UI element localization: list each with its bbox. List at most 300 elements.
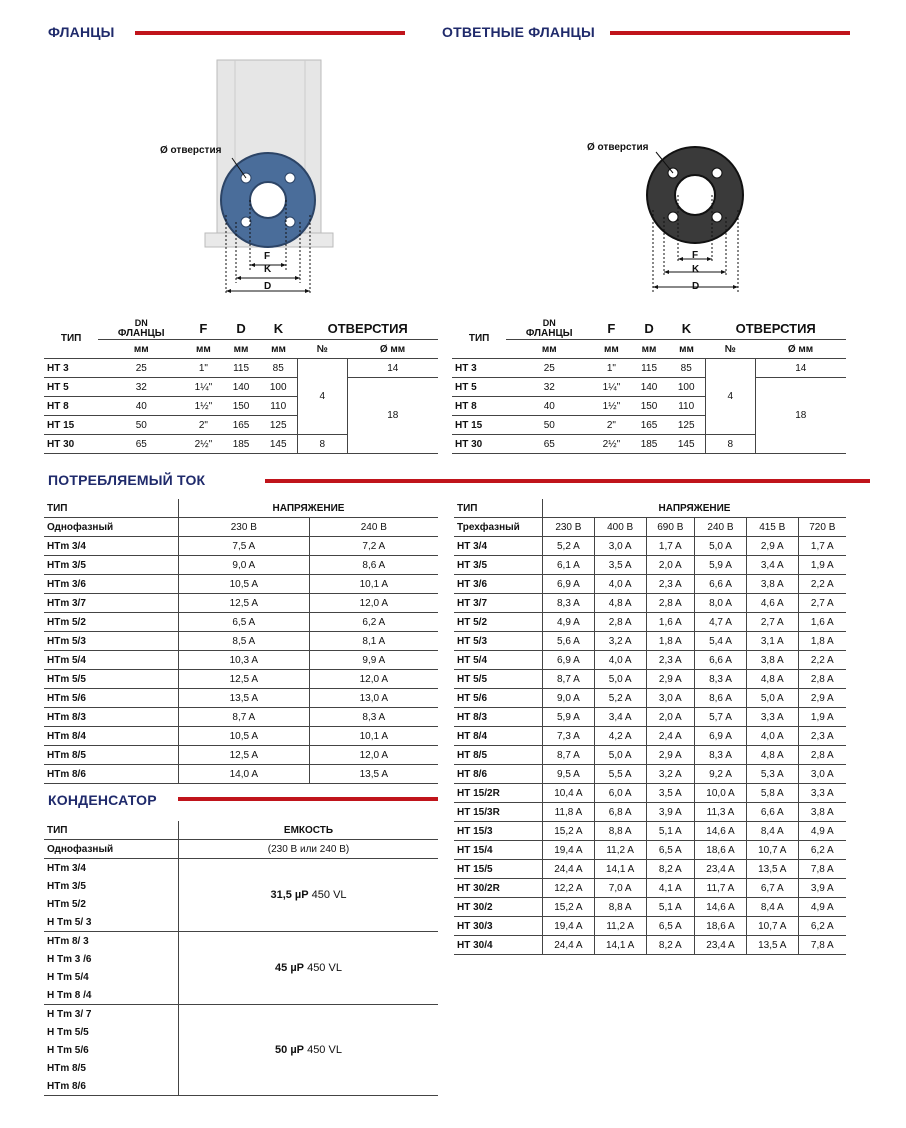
flange-d: 115 [223,359,260,378]
header-dn [98,318,184,340]
current-value: 4,8 A [746,746,798,765]
current-type: HT 5/3 [454,632,543,651]
current-value: 1,9 A [798,556,846,575]
current-value: 14,6 A [695,822,747,841]
current-value: 2,9 A [646,670,695,689]
current-value: 14,1 A [594,860,646,879]
current-value: 9,5 A [543,765,595,784]
current-value: 6,1 A [543,556,595,575]
current-value: 6,9 A [543,651,595,670]
header-no: № [705,340,755,359]
current-value: 8,4 A [746,898,798,917]
current-value: 9,9 A [309,651,438,670]
flange-f: 1" [592,359,630,378]
current-row [454,841,846,860]
current-type: HT 8/5 [454,746,543,765]
header-voltage: НАПРЯЖЕНИЕ [179,499,439,518]
header-type: ТИП [452,318,506,359]
flange-f: 2" [184,416,222,435]
current-value: 13,0 A [309,689,438,708]
current-value: 6,2 A [798,917,846,936]
current-value: 8,3 A [543,594,595,613]
current-value: 10,0 A [695,784,747,803]
current-value: 3,3 A [798,784,846,803]
flange-f: 2½" [592,435,630,454]
capacitor-voltage: 450 VL [304,962,342,974]
hole-label-2: Ø отверстия [587,142,649,153]
current-value: 5,0 A [746,689,798,708]
current-value: 2,8 A [646,594,695,613]
current-type: HT 3/4 [454,537,543,556]
current-type: HT 8/4 [454,727,543,746]
current-value: 2,2 A [798,575,846,594]
current-value: 6,7 A [746,879,798,898]
flange-f: 2½" [184,435,222,454]
current-value: 4,8 A [594,594,646,613]
flange-k: 100 [260,378,298,397]
flange-row [44,359,438,378]
header-d: D [223,318,260,340]
current-value: 12,0 A [309,670,438,689]
current-type: HTm 8/6 [44,765,179,784]
current-row [44,575,438,594]
capacitor-value [179,932,439,1005]
hole-diameter: 14 [347,359,438,378]
flange-k: 100 [668,378,706,397]
current-value: 3,4 A [594,708,646,727]
current-value: 18,6 A [695,917,747,936]
header-no: № [297,340,347,359]
current-value: 11,7 A [695,879,747,898]
flange-k: 110 [668,397,706,416]
capacitor-type: HTm 8/6 [44,1077,179,1096]
current-row [44,727,438,746]
current-value: 4,9 A [798,898,846,917]
current-value: 18,6 A [695,841,747,860]
counter-flanges-title-bar [610,31,850,35]
capacitor-title-bar [178,797,438,801]
current-type: HT 5/2 [454,613,543,632]
current-value: 3,2 A [594,632,646,651]
current-value: 5,0 A [594,670,646,689]
counter-flange-drawing [600,130,760,300]
current-row [454,879,846,898]
current-value: 10,1 A [309,727,438,746]
current-type: HT 30/2R [454,879,543,898]
header-holes: ОТВЕРСТИЯ [705,318,846,340]
current-value: 6,8 A [594,803,646,822]
current-value: 15,2 A [543,822,595,841]
current-value: 13,5 A [179,689,310,708]
current-row [454,613,846,632]
flange-k: 85 [668,359,706,378]
current-value: 3,1 A [746,632,798,651]
current-row [454,575,846,594]
flange-row [452,359,846,378]
current-row [454,689,846,708]
flange-row [44,378,438,397]
current-value: 4,9 A [798,822,846,841]
current-value: 7,2 A [309,537,438,556]
flange-k: 110 [260,397,298,416]
current-value: 12,5 A [179,594,310,613]
flange-type: HT 30 [452,435,506,454]
flange-table [44,318,438,454]
flange-f: 1½" [184,397,222,416]
current-row [44,537,438,556]
table-header-row [454,499,846,518]
header-note: (230 В или 240 В) [179,840,439,859]
current-row [454,822,846,841]
header-mm: мм [98,340,184,359]
hole-diameter: 18 [755,378,846,454]
header-dn [506,318,592,340]
flange-row [452,378,846,397]
current-value: 8,7 A [179,708,310,727]
current-value: 2,3 A [798,727,846,746]
current-value: 3,8 A [746,575,798,594]
current-value: 10,7 A [746,841,798,860]
current-type: HTm 5/3 [44,632,179,651]
three-phase-current-table [454,499,846,955]
current-type: HT 30/2 [454,898,543,917]
current-value: 2,3 A [646,575,695,594]
current-value: 1,7 A [646,537,695,556]
current-value: 4,2 A [594,727,646,746]
current-value: 3,2 A [646,765,695,784]
current-value: 5,3 A [746,765,798,784]
table-subheader-row [454,518,846,537]
current-row [454,632,846,651]
current-value: 2,4 A [646,727,695,746]
current-value: 3,8 A [746,651,798,670]
header-volt: 415 В [746,518,798,537]
counter-flanges-title: ОТВЕТНЫЕ ФЛАНЦЫ [442,24,595,40]
header-dn-line2: ФЛАНЦЫ [117,328,165,339]
table-subheader-row [44,340,438,359]
header-f: F [184,318,222,340]
current-value: 5,7 A [695,708,747,727]
flange-dn: 25 [506,359,592,378]
current-value: 8,6 A [695,689,747,708]
current-value: 6,0 A [594,784,646,803]
flange-d: 185 [223,435,260,454]
flange-f: 1¼" [184,378,222,397]
current-value: 2,3 A [646,651,695,670]
current-value: 5,8 A [746,784,798,803]
current-value: 8,0 A [695,594,747,613]
current-type: HT 5/6 [454,689,543,708]
flange-type: HT 8 [44,397,98,416]
current-type: HTm 8/5 [44,746,179,765]
current-value: 8,1 A [309,632,438,651]
current-value: 8,8 A [594,898,646,917]
current-value: 15,2 A [543,898,595,917]
capacitor-voltage: 450 VL [304,1044,342,1056]
current-row [454,936,846,955]
f-label-1: F [264,251,271,262]
header-capacity: ЕМКОСТЬ [179,821,439,840]
flange-d: 140 [223,378,260,397]
capacitor-type: HTm 5/2 [47,898,86,910]
current-value: 19,4 A [543,917,595,936]
flange-d: 165 [631,416,668,435]
capacitor-type: H Tm 3 /6 [47,953,92,965]
holes-count: 8 [705,435,755,454]
header-f: F [592,318,630,340]
capacitor-type: H Tm 3/ 7 [47,1008,92,1020]
current-value: 6,6 A [695,575,747,594]
current-type: HTm 8/4 [44,727,179,746]
capacitor-type: HTm 8/ 3 [47,935,89,947]
current-type: HTm 5/4 [44,651,179,670]
hole-label-1: Ø отверстия [160,145,222,156]
flange-k: 145 [668,435,706,454]
current-value: 7,8 A [798,936,846,955]
current-value: 5,0 A [695,537,747,556]
current-value: 10,5 A [179,575,310,594]
current-value: 5,9 A [543,708,595,727]
table-header-row [44,499,438,518]
current-row [454,746,846,765]
current-value: 6,9 A [695,727,747,746]
current-value: 9,2 A [695,765,747,784]
capacitor-type: H Tm 5/ 3 [44,913,179,932]
current-value: 2,9 A [798,689,846,708]
current-value: 10,5 A [179,727,310,746]
current-row [454,917,846,936]
current-value: 10,3 A [179,651,310,670]
table-header-row [44,821,438,840]
current-value: 13,5 A [746,860,798,879]
current-value: 4,9 A [543,613,595,632]
counter-flange-table [452,318,846,454]
current-value: 3,8 A [798,803,846,822]
flange-type: HT 5 [44,378,98,397]
table-header-row [452,318,846,340]
current-value: 8,7 A [543,670,595,689]
current-type: HTm 5/5 [44,670,179,689]
k-label-2: K [692,264,700,275]
current-row [44,613,438,632]
header-k: K [260,318,298,340]
capacitor-type: H Tm 5/5 [47,1026,89,1038]
f-label-2: F [692,250,699,261]
flange-f: 1" [184,359,222,378]
current-value: 13,5 A [309,765,438,784]
current-value: 12,5 A [179,670,310,689]
current-row [454,556,846,575]
current-value: 11,2 A [594,917,646,936]
flanges-title: ФЛАНЦЫ [48,24,115,40]
current-type: HT 3/7 [454,594,543,613]
hole-diameter: 14 [755,359,846,378]
holes-count: 4 [705,359,755,435]
current-type: HTm 5/6 [44,689,179,708]
current-row [44,708,438,727]
header-phase: Однофазный [44,840,179,859]
current-type: HT 5/5 [454,670,543,689]
flange-d: 185 [631,435,668,454]
current-value: 9,0 A [179,556,310,575]
capacitor-voltage: 450 VL [308,889,347,901]
current-type: HTm 5/2 [44,613,179,632]
flange-d: 150 [631,397,668,416]
current-value: 12,2 A [543,879,595,898]
current-value: 6,5 A [179,613,310,632]
flange-dn: 40 [98,397,184,416]
header-dia: Ø мм [755,340,846,359]
current-type: HT 30/4 [454,936,543,955]
capacitor-type: HTm 3/4 [47,862,86,874]
flange-type: HT 3 [452,359,506,378]
header-phase: Трехфазный [454,518,543,537]
header-voltage: НАПРЯЖЕНИЕ [543,499,847,518]
flange-d: 115 [631,359,668,378]
flange-d: 140 [631,378,668,397]
holes-count: 8 [297,435,347,454]
current-value: 6,6 A [746,803,798,822]
current-value: 3,4 A [746,556,798,575]
current-value: 5,9 A [695,556,747,575]
current-value: 24,4 A [543,936,595,955]
current-value: 2,8 A [798,746,846,765]
current-type: HTm 8/3 [44,708,179,727]
current-value: 7,5 A [179,537,310,556]
current-row [44,689,438,708]
header-type: ТИП [44,499,179,518]
current-type: HT 15/3 [454,822,543,841]
flange-dn: 50 [506,416,592,435]
current-value: 4,6 A [746,594,798,613]
capacitor-row [44,859,438,878]
capacitor-value [179,859,439,932]
current-row [454,860,846,879]
current-row [454,765,846,784]
current-type: HT 8/6 [454,765,543,784]
current-value: 8,6 A [309,556,438,575]
flange-dn: 65 [98,435,184,454]
current-type: HT 15/2R [454,784,543,803]
current-row [44,556,438,575]
current-value: 5,1 A [646,822,695,841]
header-dn-line1: DN [542,318,556,328]
current-row [44,765,438,784]
current-row [454,784,846,803]
current-row [454,898,846,917]
current-value: 2,8 A [798,670,846,689]
current-value: 6,2 A [309,613,438,632]
header-volt: 240 В [695,518,747,537]
current-value: 23,4 A [695,936,747,955]
current-value: 10,4 A [543,784,595,803]
current-type: HT 5/4 [454,651,543,670]
current-value: 6,9 A [543,575,595,594]
capacitor-type: HTm 8/5 [47,1062,86,1074]
current-value: 12,0 A [309,746,438,765]
current-value: 3,5 A [646,784,695,803]
current-value: 6,6 A [695,651,747,670]
current-value: 10,7 A [746,917,798,936]
header-d: D [631,318,668,340]
flanges-title-bar [135,31,405,35]
current-value: 4,1 A [646,879,695,898]
header-mm: мм [506,340,592,359]
current-value: 8,4 A [746,822,798,841]
current-value: 23,4 A [695,860,747,879]
current-value: 24,4 A [543,860,595,879]
current-value: 6,5 A [646,841,695,860]
current-value: 3,3 A [746,708,798,727]
current-row [454,803,846,822]
flange-dn: 32 [506,378,592,397]
flange-f: 1½" [592,397,630,416]
header-k: K [668,318,706,340]
current-type: HT 15/4 [454,841,543,860]
current-value: 2,9 A [646,746,695,765]
flange-d: 150 [223,397,260,416]
table-subheader-row [44,840,438,859]
current-type: HTm 3/4 [44,537,179,556]
current-title: ПОТРЕБЛЯЕМЫЙ ТОК [48,472,206,488]
current-value: 5,0 A [594,746,646,765]
flange-dn: 32 [98,378,184,397]
current-value: 6,2 A [798,841,846,860]
flange-k: 145 [260,435,298,454]
current-type: HTm 3/7 [44,594,179,613]
header-mm: мм [223,340,260,359]
current-value: 3,9 A [646,803,695,822]
holes-count: 4 [297,359,347,435]
k-label-1: K [264,264,272,275]
current-value: 2,7 A [798,594,846,613]
current-value: 4,8 A [746,670,798,689]
capacitor-type: H Tm 5/4 [47,971,89,983]
single-phase-current-table [44,499,438,784]
flange-k: 125 [260,416,298,435]
header-type: ТИП [44,821,179,840]
flange-k: 125 [668,416,706,435]
current-value: 1,7 A [798,537,846,556]
current-value: 9,0 A [543,689,595,708]
current-value: 8,3 A [309,708,438,727]
current-value: 8,2 A [646,860,695,879]
flange-dn: 50 [98,416,184,435]
hole-diameter: 18 [347,378,438,454]
current-value: 11,2 A [594,841,646,860]
header-mm: мм [184,340,222,359]
capacitor-type: HTm 3/5 [47,880,86,892]
current-type: HTm 3/6 [44,575,179,594]
current-row [454,670,846,689]
current-value: 8,5 A [179,632,310,651]
current-value: 11,3 A [695,803,747,822]
current-value: 4,0 A [746,727,798,746]
flange-type: HT 8 [452,397,506,416]
capacitor-value [179,1005,439,1096]
header-type: ТИП [44,318,98,359]
header-volt: 230 В [543,518,595,537]
current-row [454,594,846,613]
current-value: 5,1 A [646,898,695,917]
current-value: 8,8 A [594,822,646,841]
header-phase: Однофазный [44,518,179,537]
flange-dn: 40 [506,397,592,416]
current-value: 2,2 A [798,651,846,670]
flange-dn: 25 [98,359,184,378]
current-row [454,708,846,727]
current-value: 1,8 A [646,632,695,651]
